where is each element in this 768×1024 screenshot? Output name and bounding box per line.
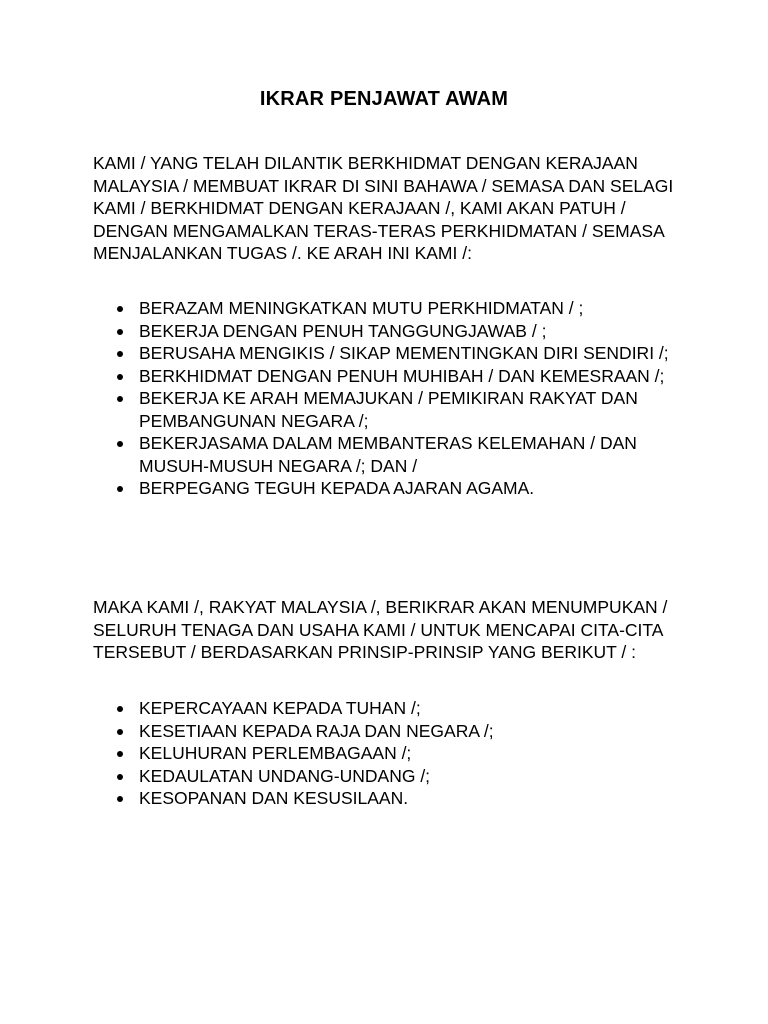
bullet-icon <box>117 374 123 380</box>
list-item <box>93 320 693 343</box>
bullet-icon <box>117 329 123 335</box>
list-item-text: BERAZAM MENINGKATKAN MUTU PERKHIDMATAN / ; <box>139 298 584 318</box>
list-item-text: BEKERJASAMA DALAM MEMBANTERAS KELEMAHAN / DAN MUSUH-MUSUH NEGARA /; DAN / <box>139 433 637 476</box>
bullet-icon <box>117 729 123 735</box>
list-item <box>93 342 693 365</box>
list-item <box>93 432 693 477</box>
list-item-text: BERPEGANG TEGUH KEPADA AJARAN AGAMA. <box>139 478 535 498</box>
list-item <box>93 297 693 320</box>
list-item-text: BERUSAHA MENGIKIS / SIKAP MEMENTINGKAN DIRI SENDIRI /; <box>139 343 669 363</box>
bullet-icon <box>117 796 123 802</box>
list-item <box>93 477 693 500</box>
principle-list <box>93 697 693 810</box>
intro-paragraph-text: KAMI / YANG TELAH DILANTIK BERKHIDMAT DENGAN KERAJAAN MALAYSIA / MEMBUAT IKRAR DI SINI BAHAWA / SEMASA DAN SELAGI KAMI / BERKHIDMAT DENGAN KERAJAAN /, KAMI AKAN PATUH / DENGAN MENGAMALKAN TERAS-TERAS PERKHIDMATAN / SEMASA MENJALANKAN TUGAS /. KE ARAH INI KAMI /: <box>93 153 674 263</box>
bullet-icon <box>117 706 123 712</box>
bullet-icon <box>117 441 123 447</box>
list-item-text: KESETIAAN KEPADA RAJA DAN NEGARA /; <box>139 720 494 741</box>
list-item-text: KEPERCAYAAN KEPADA TUHAN /; <box>139 698 421 718</box>
bullet-icon <box>117 774 123 780</box>
list-item <box>93 720 693 743</box>
bullet-icon <box>117 751 123 757</box>
list-item-text: KESOPANAN DAN KESUSILAAN. <box>139 788 409 808</box>
bullet-icon <box>117 351 123 357</box>
intro-paragraph <box>93 152 693 265</box>
list-item <box>93 365 693 388</box>
list-item-text: BEKERJA KE ARAH MEMAJUKAN / PEMIKIRAN RAKYAT DAN PEMBANGUNAN NEGARA /; <box>139 388 638 431</box>
list-item <box>93 787 693 810</box>
list-item-text: BEKERJA DENGAN PENUH TANGGUNGJAWAB / ; <box>139 320 547 341</box>
pledge-list <box>93 297 693 500</box>
document-title: IKRAR PENJAWAT AWAM <box>259 88 509 110</box>
list-item <box>93 742 693 765</box>
bullet-icon <box>117 486 123 492</box>
list-item-text: BERKHIDMAT DENGAN PENUH MUHIBAH / DAN KEMESRAAN /; <box>139 365 665 386</box>
list-item-text: KELUHURAN PERLEMBAGAAN /; <box>139 743 412 763</box>
bullet-icon <box>117 396 123 402</box>
bullet-icon <box>117 306 123 312</box>
list-item-text: KEDAULATAN UNDANG-UNDANG /; <box>139 765 431 786</box>
list-item <box>93 697 693 720</box>
list-item <box>93 387 693 432</box>
pledge-paragraph-text: MAKA KAMI /, RAKYAT MALAYSIA /, BERIKRAR AKAN MENUMPUKAN / SELURUH TENAGA DAN USAHA KAMI / UNTUK MENCAPAI CITA-CITA TERSEBUT / BERDASARKAN PRINSIP-PRINSIP YANG BERIKUT / : <box>93 597 668 662</box>
list-item <box>93 765 693 788</box>
pledge-paragraph <box>93 596 693 664</box>
